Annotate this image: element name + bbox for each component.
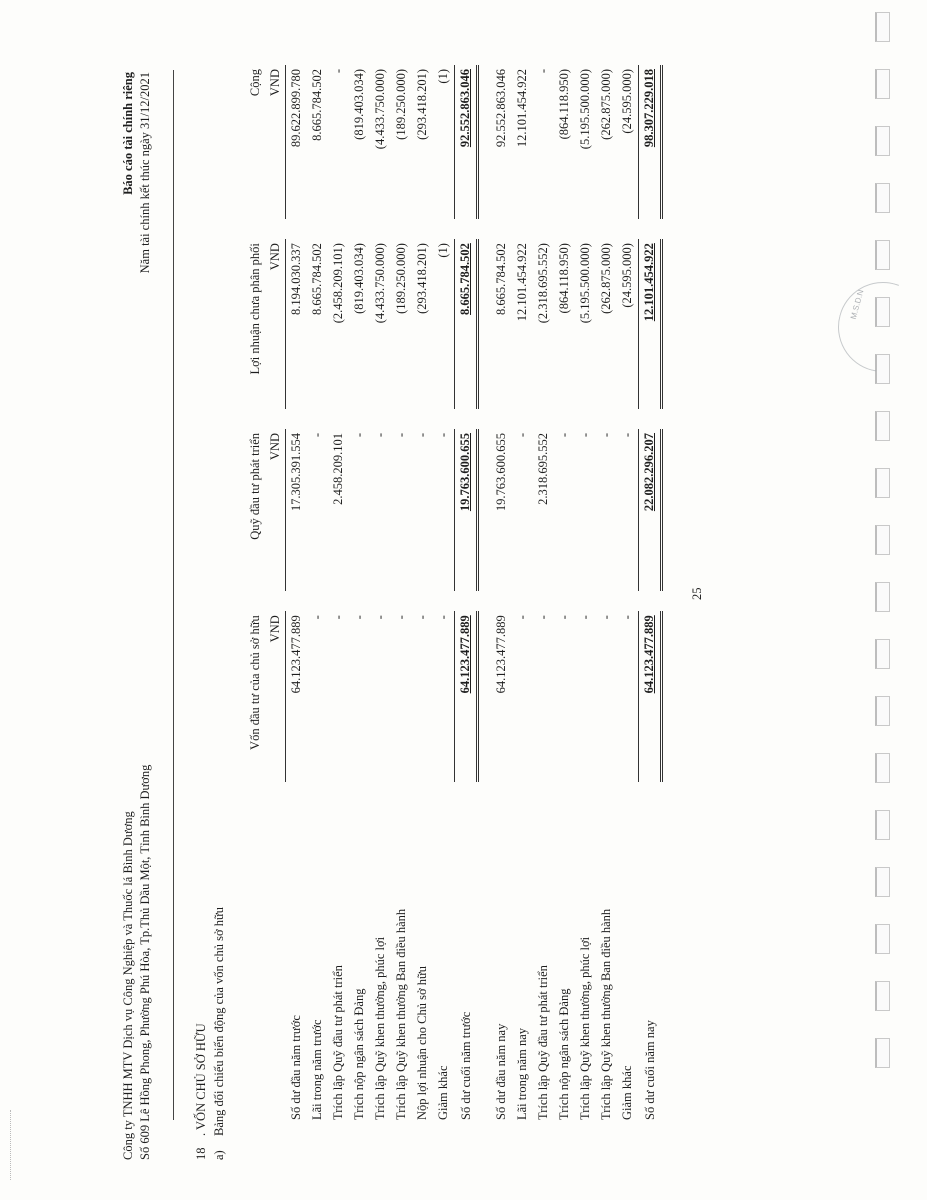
table-row (533, 65, 554, 1160)
row-label: Trích lập Quỹ khen thưởng, phúc lợi (373, 936, 387, 1120)
column-gap (245, 219, 265, 239)
column-gap (265, 591, 286, 611)
column-gap (391, 219, 412, 239)
company-seal-text: M.S.D.N (848, 288, 866, 321)
header-spacer (245, 802, 265, 1160)
column-gap (286, 409, 308, 429)
column-gap (533, 219, 554, 239)
column-gap (349, 219, 370, 239)
table-row (433, 65, 455, 1160)
row-label: Giảm khác (620, 1065, 635, 1120)
page-number: 25 (690, 587, 704, 600)
total-label: Số dư cuối năm nay (642, 1020, 657, 1120)
column-gap (596, 782, 617, 802)
amount-cell: 8.665.784.502 (455, 239, 478, 408)
column-gap (575, 591, 596, 611)
column-gap (307, 591, 328, 611)
column-gap (349, 409, 370, 429)
report-title: Báo cáo tài chính riêng (121, 72, 135, 195)
table-row (412, 65, 433, 1160)
company-header (120, 765, 154, 1160)
amount-cell: 8.194.030.337 (289, 243, 303, 315)
amount-cell: (262.875.000) (599, 243, 613, 314)
column-gap (412, 591, 433, 611)
amount-cell: 92.552.863.046 (455, 65, 478, 219)
column-gap (533, 782, 554, 802)
unit-row (265, 65, 286, 1160)
subsection-letter: a) (212, 1150, 226, 1160)
column-header: Cộng (248, 69, 262, 97)
amount-cell: (293.418.201) (415, 243, 429, 314)
row-label: Trích lập Quỹ khen thưởng Ban điều hành (599, 908, 613, 1120)
column-gap (533, 591, 554, 611)
column-gap (412, 409, 433, 429)
column-header-row (245, 65, 265, 1160)
column-gap (370, 409, 391, 429)
amount-cell: (24.595.000) (620, 69, 634, 134)
column-gap (512, 219, 533, 239)
column-gap (639, 219, 662, 239)
amount-cell: 89.622.899.780 (289, 69, 303, 148)
amount-cell: (2.458.209.101) (331, 243, 345, 324)
column-gap (328, 409, 349, 429)
amount-cell: (4.433.750.000) (373, 69, 387, 150)
column-gap (491, 409, 512, 429)
amount-cell: - (373, 432, 387, 438)
table-row (307, 65, 328, 1160)
amount-cell: - (394, 615, 408, 620)
column-gap (533, 409, 554, 429)
amount-cell: - (578, 615, 592, 620)
amount-cell: 8.665.784.502 (494, 243, 508, 315)
amount-cell: 64.123.477.889 (494, 615, 508, 694)
column-gap (307, 409, 328, 429)
amount-cell: - (536, 69, 550, 74)
unit-label: VND (265, 611, 286, 782)
rotated-page (120, 60, 720, 1160)
row-label: Trích nộp ngân sách Đảng (557, 988, 571, 1120)
column-gap (639, 409, 662, 429)
column-gap (433, 782, 455, 802)
amount-cell: 19.763.600.655 (494, 432, 508, 512)
column-gap (617, 409, 639, 429)
amount-cell: 12.101.454.922 (515, 69, 529, 148)
scan-margin-mark (10, 1110, 19, 1180)
amount-cell: (5.195.500.000) (578, 243, 592, 324)
column-gap (433, 409, 455, 429)
table-row (596, 65, 617, 1160)
amount-cell: - (415, 615, 429, 620)
column-gap (307, 219, 328, 239)
amount-cell: (189.250.000) (394, 69, 408, 140)
company-name: Công ty TNHH MTV Dịch vụ Công Nghiệp và Thuốc lá Bình Dương (121, 811, 135, 1160)
amount-cell: - (557, 432, 571, 438)
column-gap (328, 219, 349, 239)
total-row (455, 65, 478, 1160)
column-gap (617, 591, 639, 611)
amount-cell: 64.123.477.889 (289, 615, 303, 694)
spacer-cell (478, 65, 492, 1160)
column-gap (391, 591, 412, 611)
amount-cell: - (394, 432, 408, 438)
amount-cell: - (578, 432, 592, 438)
row-label: Trích lập Quỹ khen thưởng Ban điều hành (394, 908, 408, 1120)
unit-label: VND (265, 429, 286, 591)
column-gap (265, 219, 286, 239)
amount-cell: 98.307.229.018 (639, 65, 662, 219)
column-gap (286, 591, 308, 611)
column-gap (265, 782, 286, 802)
amount-cell: (4.433.750.000) (373, 243, 387, 324)
amount-cell: 22.082.296.207 (639, 429, 662, 591)
amount-cell: - (536, 615, 550, 620)
column-gap (575, 219, 596, 239)
company-address: Số 609 Lê Hồng Phong, Phường Phú Hòa, Tp.Thủ Dầu Một, Tỉnh Bình Dương (138, 764, 152, 1160)
amount-cell: - (310, 615, 324, 620)
column-gap (391, 782, 412, 802)
table-row (554, 65, 575, 1160)
column-gap (617, 782, 639, 802)
amount-cell: (2.318.695.552) (536, 243, 550, 324)
column-gap (512, 782, 533, 802)
amount-cell: 17.305.391.554 (289, 432, 303, 512)
amount-cell: - (331, 615, 345, 620)
column-gap (433, 591, 455, 611)
amount-cell: - (620, 615, 634, 620)
table-row (617, 65, 639, 1160)
table-row (286, 65, 308, 1160)
column-gap (328, 591, 349, 611)
amount-cell: - (599, 432, 613, 438)
column-gap (455, 782, 478, 802)
binder-holes (875, 12, 889, 1095)
report-header (120, 72, 154, 273)
column-gap (617, 219, 639, 239)
amount-cell: - (436, 432, 450, 438)
unit-label: VND (265, 65, 286, 219)
unit-label: VND (265, 239, 286, 408)
column-gap (554, 409, 575, 429)
table-row (512, 65, 533, 1160)
table-row (391, 65, 412, 1160)
amount-cell: 8.665.784.502 (310, 69, 324, 141)
row-label: Lãi trong năm nay (515, 1028, 529, 1120)
column-gap (455, 409, 478, 429)
column-gap (370, 591, 391, 611)
amount-cell: - (515, 432, 529, 438)
table-row (491, 65, 512, 1160)
amount-cell: - (515, 615, 529, 620)
column-gap (512, 591, 533, 611)
amount-cell: 8.665.784.502 (310, 243, 324, 315)
amount-cell: - (373, 615, 387, 620)
column-gap (412, 219, 433, 239)
row-label: Trích lập Quỹ đầu tư phát triển (331, 965, 345, 1120)
row-label: Nộp lợi nhuận cho Chủ sở hữu (415, 965, 429, 1120)
column-gap (554, 782, 575, 802)
section-heading (192, 907, 228, 1160)
column-gap (596, 591, 617, 611)
amount-cell: 2.458.209.101 (331, 432, 345, 505)
row-label: Giảm khác (436, 1065, 451, 1120)
row-label: Số dư đầu năm trước (288, 1015, 303, 1120)
amount-cell: (864.118.950) (557, 243, 571, 314)
column-gap (265, 409, 286, 429)
amount-cell: - (310, 432, 324, 438)
amount-cell: (1) (436, 69, 450, 84)
column-gap (491, 219, 512, 239)
column-gap (491, 591, 512, 611)
amount-cell: (819.403.034) (352, 243, 366, 314)
amount-cell: 12.101.454.922 (515, 243, 529, 322)
amount-cell: - (415, 432, 429, 438)
column-gap (286, 219, 308, 239)
section-title: . VỐN CHỦ SỞ HỮU (194, 1023, 208, 1136)
amount-cell: - (557, 615, 571, 620)
amount-cell: 2.318.695.552 (536, 432, 550, 505)
amount-cell: 64.123.477.889 (455, 611, 478, 782)
row-label: Trích lập Quỹ khen thưởng, phúc lợi (578, 936, 592, 1120)
column-gap (245, 591, 265, 611)
amount-cell: - (436, 615, 450, 620)
spacer-row (478, 65, 492, 1160)
row-label: Lãi trong năm trước (310, 1019, 324, 1120)
amount-cell: (262.875.000) (599, 69, 613, 140)
row-label: Số dư đầu năm nay (494, 1023, 508, 1120)
column-gap (245, 409, 265, 429)
column-gap (286, 782, 308, 802)
amount-cell: 19.763.600.655 (455, 429, 478, 591)
column-gap (349, 782, 370, 802)
table-row (328, 65, 349, 1160)
total-row (639, 65, 662, 1160)
column-gap (370, 219, 391, 239)
column-header: Vốn đầu tư của chủ sở hữu (248, 615, 262, 750)
column-gap (412, 782, 433, 802)
table-row (349, 65, 370, 1160)
column-header: Lợi nhuận chưa phân phối (248, 243, 262, 375)
amount-cell: - (352, 432, 366, 438)
amount-cell: (24.595.000) (620, 243, 634, 308)
header-rule (173, 70, 174, 1120)
column-gap (554, 219, 575, 239)
amount-cell: - (331, 69, 345, 74)
amount-cell: 12.101.454.922 (639, 239, 662, 408)
column-gap (455, 591, 478, 611)
section-number: 18 (194, 1147, 208, 1160)
report-period: Năm tài chính kết thúc ngày 31/12/2021 (138, 72, 152, 274)
amount-cell: - (352, 615, 366, 620)
column-header: Quỹ đầu tư phát triển (248, 432, 262, 540)
column-gap (491, 782, 512, 802)
row-label: Trích nộp ngân sách Đảng (352, 988, 366, 1120)
column-gap (370, 782, 391, 802)
column-gap (328, 782, 349, 802)
column-gap (307, 782, 328, 802)
table-row (370, 65, 391, 1160)
amount-cell: - (620, 432, 634, 438)
amount-cell: 64.123.477.889 (639, 611, 662, 782)
table-row (575, 65, 596, 1160)
amount-cell: 92.552.863.046 (494, 69, 508, 148)
column-gap (639, 782, 662, 802)
column-gap (455, 219, 478, 239)
amount-cell: - (599, 615, 613, 620)
total-label: Số dư cuối năm trước (458, 1011, 473, 1120)
subsection-title: Bảng đối chiếu biến động của vốn chủ sở hữu (212, 907, 226, 1136)
column-gap (575, 409, 596, 429)
column-gap (245, 782, 265, 802)
amount-cell: (189.250.000) (394, 243, 408, 314)
amount-cell: (1) (436, 243, 450, 258)
column-gap (596, 219, 617, 239)
column-gap (349, 591, 370, 611)
column-gap (596, 409, 617, 429)
column-gap (433, 219, 455, 239)
row-label: Trích lập Quỹ đầu tư phát triển (536, 965, 550, 1120)
amount-cell: (864.118.950) (557, 69, 571, 140)
column-gap (575, 782, 596, 802)
column-gap (512, 409, 533, 429)
unit-spacer (265, 802, 286, 1160)
equity-reconciliation-table (245, 65, 663, 1160)
column-gap (639, 591, 662, 611)
amount-cell: (293.418.201) (415, 69, 429, 140)
amount-cell: (819.403.034) (352, 69, 366, 140)
column-gap (554, 591, 575, 611)
amount-cell: (5.195.500.000) (578, 69, 592, 150)
column-gap (391, 409, 412, 429)
